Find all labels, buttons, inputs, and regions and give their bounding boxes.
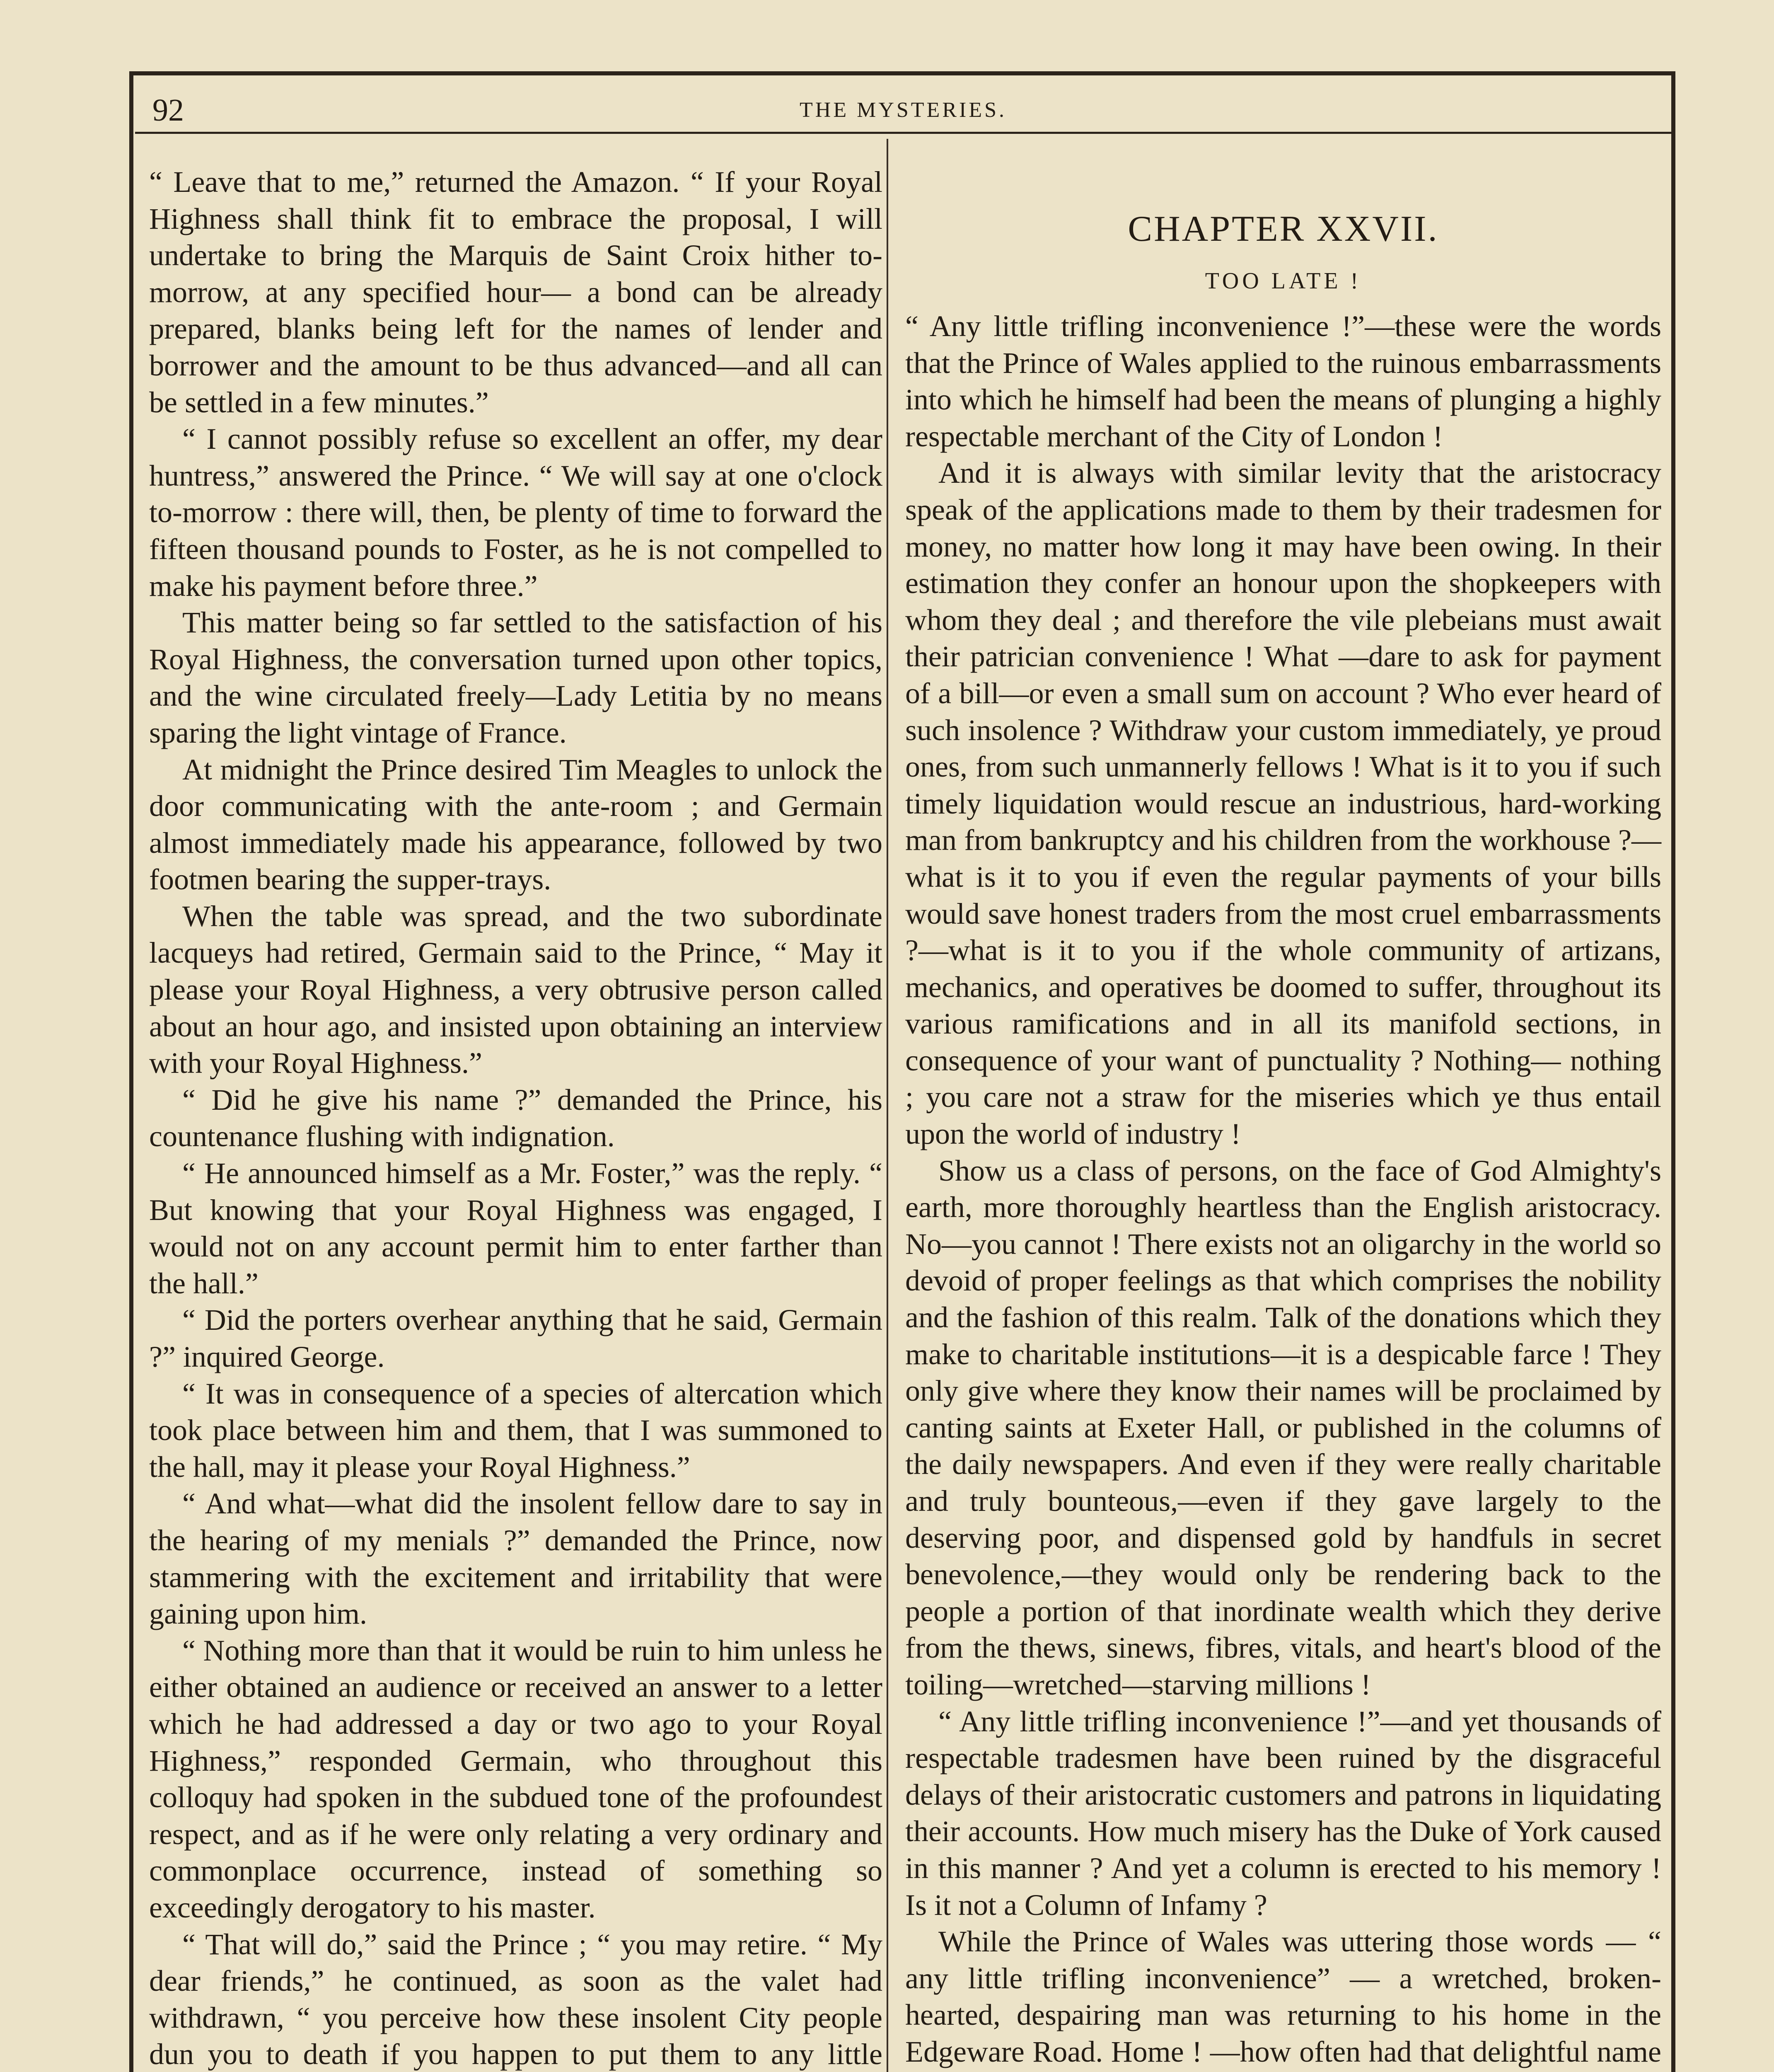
paragraph: “ I cannot possibly refuse so excellent an offer, my dear huntress,” answered the Prince. “ We will say at one o'clock to-morrow : there will, then, be plenty of time to forward the fifteen thousand pounds to Foster, as he is not compelled to make his payment before three.”	[149, 422, 882, 603]
paragraph: “ That will do,” said the Prince ; “ you may retire. “ My dear friends,” he continued, as soon as the valet had withdrawn, “ you perceive how these insolent City people dun you to death if you happen to put them to any little	[149, 1927, 882, 2071]
column-divider	[887, 139, 888, 2072]
paragraph: “ Leave that to me,” returned the Amazon. “ If your Royal Highness shall think fit to embrace the proposal, I will undertake to bring the Marquis de Saint Croix hither to-morrow, at any specified hour— a bond can be already prepared, blanks being left for the names of lender and borrower and the amount to be thus advanced—and all can be settled in a few minutes.”	[149, 165, 882, 419]
paragraph: “ And what—what did the insolent fellow dare to say in the hearing of my menials ?” demanded the Prince, now stammering with the excitement and irritability that were gaining upon him.	[149, 1487, 882, 1631]
paragraph: “ He announced himself as a Mr. Foster,” was the reply. “ But knowing that your Royal Highness was engaged, I would not on any account permit him to enter farther than the hall.”	[149, 1157, 882, 1300]
page-header	[149, 87, 1657, 133]
paragraph: While the Prince of Wales was uttering those words — “ any little trifling inconvenience” — a wretched, broken-hearted, despairing man was returning to his home in the Edgeware Road. Home ! —how often had that delightful name	[905, 1925, 1661, 2068]
paragraph: “ Did the porters overhear anything that he said, Germain ?” inquired George.	[149, 1303, 882, 1373]
left-column	[149, 164, 882, 2072]
header-rule	[135, 132, 1672, 134]
paragraph: And it is always with similar levity that the aristocracy speak of the applications made to them by their tradesmen for money, no matter how long it may have been owing. In their estimation they confer an honour upon the shopkeepers with whom they deal ; and therefore the vile plebeians must await their patrician convenience ! What —dare to ask for payment of a bill—or even a small sum on account ? Who ever heard of such insolence ? Withdraw your custom immediately, ye proud ones, from such unmannerly fellows ! What is it to you if such timely liquidation would rescue an industrious, hard-working man from bankruptcy and his children from the workhouse ?—what is it to you if even the regular payments of your bills would save honest traders from the most cruel embarrassments ?—what is it to you if the whole community of artizans, mechanics, and operatives be doomed to suffer, throughout its various ramifications and in all its manifold sections, in consequence of your want of punctuality ? Nothing— nothing ; you care not a straw for the miseries which ye thus entail upon the world of industry !	[905, 456, 1661, 1151]
paragraph: “ Nothing more than that it would be ruin to him unless he either obtained an audience or received an answer to a letter which he had addressed a day or two ago to your Royal Highness,” responded Germain, who throughout this colloquy had spoken in the subdued tone of the profoundest respect, and as if he were only relating a very ordinary and commonplace occurrence, instead of something so exceedingly derogatory to his master.	[149, 1634, 882, 1924]
paragraph: This matter being so far settled to the satisfaction of his Royal Highness, the conversation turned upon other topics, and the wine circulated freely—Lady Letitia by no means sparing the light vintage of France.	[149, 606, 882, 749]
paragraph: “ Did he give his name ?” demanded the Prince, his countenance flushing with indignation.	[149, 1083, 882, 1153]
paragraph: “ It was in consequence of a species of altercation which took place between him and them, that I was summoned to the hall, may it please your Royal Highness.”	[149, 1377, 882, 1484]
page-number: 92	[152, 93, 184, 128]
running-title: THE MYSTERIES.	[800, 98, 1007, 122]
right-column	[905, 164, 1661, 2072]
chapter-subtitle: TOO LATE !	[1205, 268, 1362, 294]
paragraph: “ Any little trifling inconvenience !”—these were the words that the Prince of Wales applied to the ruinous embarrassments into which he himself had been the means of plunging a highly respectable merchant of the City of London !	[905, 310, 1661, 453]
paragraph: When the table was spread, and the two subordinate lacqueys had retired, Germain said to the Prince, “ May it please your Royal Highness, a very obtrusive person called about an hour ago, and insisted upon obtaining an interview with your Royal Highness.”	[149, 899, 882, 1080]
paragraph: At midnight the Prince desired Tim Meagles to unlock the door communicating with the ante-room ; and Germain almost immediately made his appearance, followed by two footmen bearing the supper-trays.	[149, 753, 882, 896]
chapter-heading: CHAPTER XXVII.	[1128, 209, 1439, 249]
paragraph: Show us a class of persons, on the face of God Almighty's earth, more thoroughly heartless than the English aristocracy. No—you cannot ! There exists not an oligarchy in the world so devoid of proper feelings as that which comprises the nobility and the fashion of this realm. Talk of the donations which they make to charitable institutions—it is a despicable farce ! They only give where they know their names will be proclaimed by canting saints at Exeter Hall, or published in the columns of the daily newspapers. And even if they were really charitable and truly bounteous,—even if they gave largely to the deserving poor, and dispensed gold by handfuls in secret benevolence,—they would only be rendering back to the people a portion of that inordinate wealth which they derive from the thews, sinews, fibres, vitals, and heart's blood of the toiling—wretched—starving millions !	[905, 1154, 1661, 1701]
paragraph: “ Any little trifling inconvenience !”—and yet thousands of respectable tradesmen have been ruined by the disgraceful delays of their aristocratic customers and patrons in liquidating their accounts. How much misery has the Duke of York caused in this manner ? And yet a column is erected to his memory ! Is it not a Column of Infamy ?	[905, 1704, 1661, 1922]
